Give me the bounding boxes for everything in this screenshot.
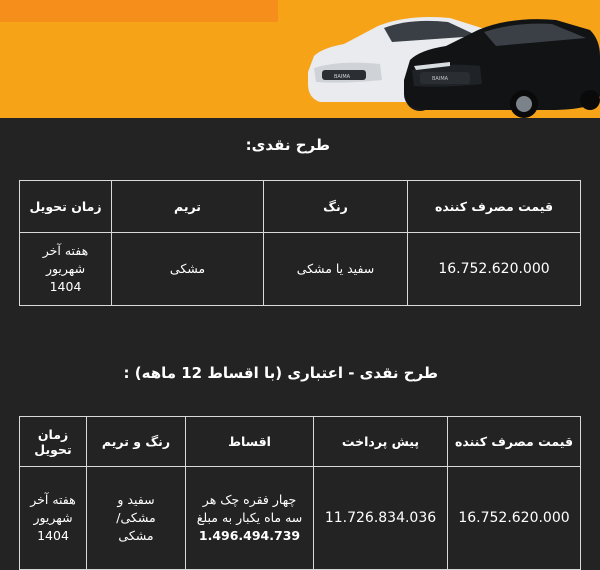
delivery-text: هفته آخر شهریور — [30, 492, 76, 525]
color-trim-1: سفید و — [117, 492, 155, 507]
installment-plan-title: طرح نقدی - اعتباری (با اقساط 12 ماهه) : — [123, 364, 438, 382]
color-trim-2: مشکی/ — [116, 510, 156, 525]
svg-text:BAIMA: BAIMA — [334, 74, 351, 80]
header-delivery: زمان تحویل — [20, 181, 112, 233]
header-price: قیمت مصرف کننده — [448, 417, 581, 467]
delivery-year: 1404 — [37, 528, 69, 543]
header-color-trim: رنگ و تریم — [87, 417, 186, 467]
cell-installments — [186, 467, 314, 570]
car-image — [300, 0, 600, 118]
cell-color-trim — [87, 467, 186, 570]
color-trim-3: مشکی — [118, 528, 154, 543]
cell-price: 16.752.620.000 — [408, 233, 581, 306]
cell-price: 16.752.620.000 — [448, 467, 581, 570]
table-row — [20, 233, 581, 306]
table-header-row — [20, 417, 581, 467]
delivery-year: 1404 — [49, 279, 82, 294]
cash-plan-title: طرح نقدی: — [245, 136, 330, 154]
installment-plan-table — [19, 416, 581, 570]
header-color: رنگ — [264, 181, 408, 233]
header-price: قیمت مصرف کننده — [408, 181, 581, 233]
installments-amount: 1.496.494.739 — [198, 528, 301, 543]
cell-delivery — [20, 467, 87, 570]
table-header-row — [20, 181, 581, 233]
banner — [0, 0, 600, 118]
delivery-text: هفته آخر شهریور — [42, 243, 89, 276]
cell-trim: مشکی — [112, 233, 264, 306]
header-trim: تریم — [112, 181, 264, 233]
svg-text:BAIMA: BAIMA — [432, 76, 449, 82]
header-installments: اقساط — [186, 417, 314, 467]
banner-stripe — [0, 0, 278, 22]
installments-text-2: سه ماه یکبار به مبلغ — [196, 510, 303, 525]
installments-text-1: چهار فقره چک هر — [202, 492, 297, 507]
header-down-payment: پیش پرداخت — [314, 417, 448, 467]
cell-color: سفید یا مشکی — [264, 233, 408, 306]
cash-plan-table — [19, 180, 581, 306]
cell-delivery — [20, 233, 112, 306]
cell-down-payment: 11.726.834.036 — [314, 467, 448, 570]
table-row — [20, 467, 581, 570]
header-delivery: زمان تحویل — [20, 417, 87, 467]
